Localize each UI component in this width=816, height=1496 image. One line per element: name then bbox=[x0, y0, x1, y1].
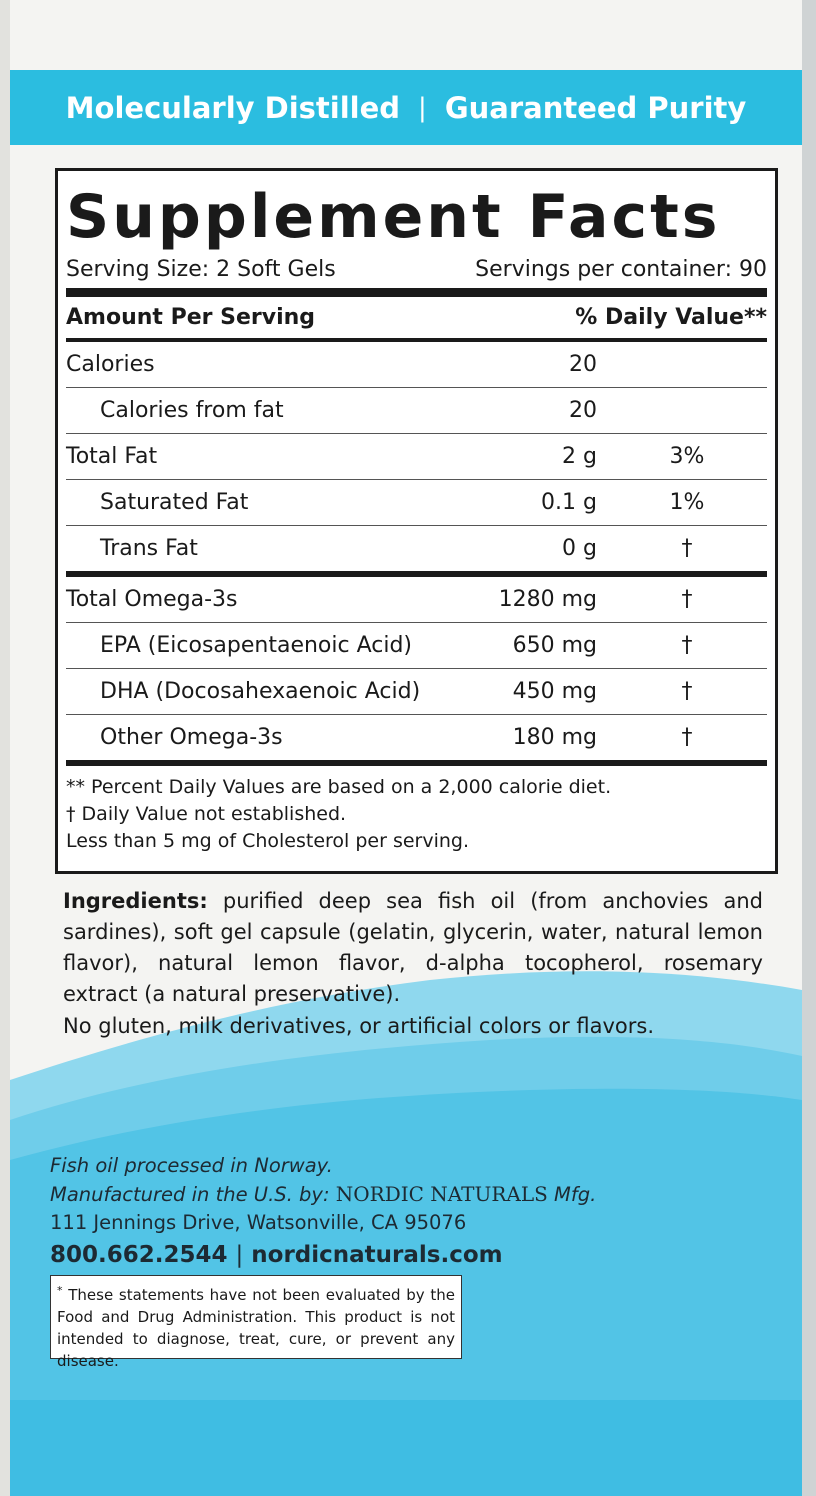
banner-separator: | bbox=[418, 92, 427, 123]
nutrient-dv: † bbox=[681, 587, 693, 612]
free-from-statement: No gluten, milk derivatives, or artificial colors or flavors. bbox=[63, 1014, 655, 1038]
nutrient-amount: 650 mg bbox=[512, 633, 597, 658]
nutrient-name: Other Omega-3s bbox=[100, 725, 283, 750]
nutrient-dv: † bbox=[681, 725, 693, 750]
manufacturer-info bbox=[50, 1152, 596, 1269]
processed-in: Fish oil processed in Norway. bbox=[50, 1154, 333, 1177]
nutrient-name: DHA (Docosahexaenoic Acid) bbox=[100, 679, 421, 704]
nutrient-name: Calories from fat bbox=[100, 398, 284, 423]
nutrient-name: Total Fat bbox=[66, 444, 158, 469]
box-left-edge bbox=[0, 0, 10, 1496]
nutrient-dv: 1% bbox=[669, 490, 705, 515]
nutrient-amount: 180 mg bbox=[512, 725, 597, 750]
ingredients-block bbox=[63, 886, 763, 1010]
top-banner bbox=[10, 70, 802, 145]
contact-line bbox=[50, 1241, 596, 1269]
amount-header bbox=[66, 297, 767, 342]
contact-separator: | bbox=[235, 1242, 244, 1268]
nutrient-name: Calories bbox=[66, 352, 155, 377]
nutrient-name: EPA (Eicosapentaenoic Acid) bbox=[100, 633, 413, 658]
nutrient-amount: 1280 mg bbox=[498, 587, 597, 612]
fda-disclaimer bbox=[50, 1275, 462, 1370]
footnote-daily-values: ** Percent Daily Values are based on a 2,000 calorie diet. bbox=[66, 776, 612, 798]
supplement-facts-panel bbox=[55, 168, 778, 874]
servings-per-container: Servings per container: 90 bbox=[475, 257, 767, 282]
footnote-not-established: † Daily Value not established. bbox=[66, 803, 347, 825]
nutrient-row bbox=[66, 669, 767, 715]
nutrient-name: Trans Fat bbox=[100, 536, 198, 561]
banner-right-text: Guaranteed Purity bbox=[444, 90, 747, 125]
manufactured-by-line bbox=[50, 1180, 596, 1209]
nutrient-row bbox=[66, 480, 767, 526]
nutrient-amount: 0 g bbox=[562, 536, 597, 561]
box-right-edge bbox=[802, 0, 816, 1496]
banner-left-text: Molecularly Distilled bbox=[65, 90, 401, 125]
nutrient-dv: † bbox=[681, 633, 693, 658]
website: nordicnaturals.com bbox=[251, 1242, 503, 1268]
amount-per-serving-label: Amount Per Serving bbox=[66, 305, 316, 330]
nutrient-dv: 3% bbox=[669, 444, 705, 469]
footnote-cholesterol: Less than 5 mg of Cholesterol per serving. bbox=[66, 830, 470, 852]
nutrient-dv: † bbox=[681, 536, 693, 561]
nutrient-amount: 20 bbox=[569, 398, 597, 423]
nutrient-dv: † bbox=[681, 679, 693, 704]
manufactured-by: Manufactured in the U.S. by: bbox=[50, 1183, 330, 1206]
nutrient-amount: 0.1 g bbox=[541, 490, 597, 515]
phone-number: 800.662.2544 bbox=[50, 1242, 228, 1268]
nutrient-name: Saturated Fat bbox=[100, 490, 249, 515]
nutrient-row bbox=[66, 623, 767, 669]
disclaimer-asterisk: * bbox=[57, 1284, 63, 1297]
nutrient-amount: 20 bbox=[569, 352, 597, 377]
ingredients-label: Ingredients: bbox=[63, 889, 208, 913]
nutrient-amount: 2 g bbox=[562, 444, 597, 469]
ingredients-text: purified deep sea fish oil (from anchovies and sardines), soft gel capsule (gelatin, glycerin, water, natural lemon flavor), natural lemon flavor, d-alpha tocopherol, rosemary extract (a natural preservative). bbox=[63, 889, 763, 1006]
nutrient-amount: 450 mg bbox=[512, 679, 597, 704]
facts-title: Supplement Facts bbox=[66, 182, 721, 252]
daily-value-label: % Daily Value** bbox=[575, 305, 767, 330]
serving-size: Serving Size: 2 Soft Gels bbox=[66, 257, 336, 282]
disclaimer-text: These statements have not been evaluated by the Food and Drug Administration. This product is not intended to diagnose, treat, cure, or prevent any disease. bbox=[57, 1286, 455, 1370]
brand-name: NORDIC NATURALS bbox=[335, 1182, 548, 1206]
nutrient-row bbox=[66, 526, 767, 577]
nutrient-row bbox=[66, 342, 767, 388]
facts-footnotes bbox=[66, 766, 767, 855]
nutrient-row bbox=[66, 388, 767, 434]
nutrient-row bbox=[66, 715, 767, 766]
nutrient-row bbox=[66, 434, 767, 480]
mfg-label: Mfg. bbox=[554, 1183, 597, 1206]
address: 111 Jennings Drive, Watsonville, CA 95076 bbox=[50, 1211, 467, 1234]
nutrient-name: Total Omega-3s bbox=[66, 587, 238, 612]
serving-line bbox=[66, 257, 767, 297]
nutrient-row bbox=[66, 577, 767, 623]
